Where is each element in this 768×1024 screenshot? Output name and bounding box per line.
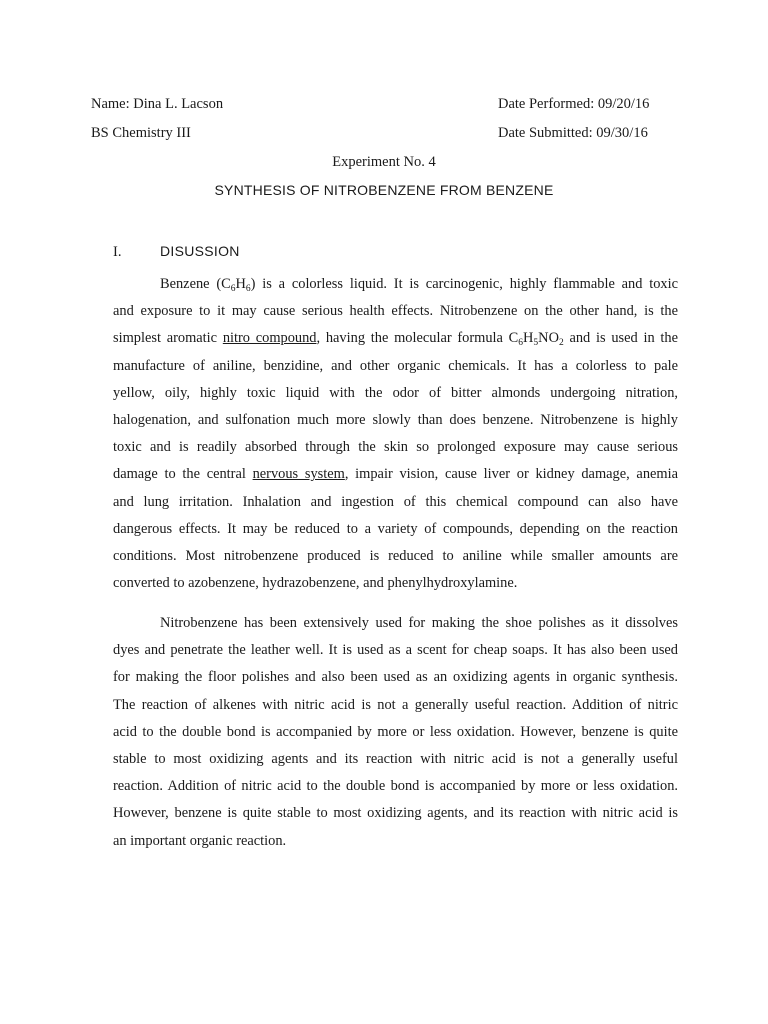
paragraph-line: The reaction of alkenes with nitric acid is not a generally useful reaction. Addition of nitric	[113, 696, 678, 713]
nervous-system-link[interactable]: nervous system	[252, 466, 345, 483]
section-heading	[113, 242, 240, 261]
section-number: I.	[113, 244, 122, 260]
paragraph-line: acid to the double bond is accompanied by more or less oxidation. However, benzene is quite	[113, 723, 678, 740]
paragraph-line: Benzene $(C_6H_6)$ is a colorless liquid. It is carcinogenic, highly flammable and toxic	[160, 276, 679, 294]
paragraph-line: conditions. Most nitrobenzene produced is reduced to aniline while smaller amounts are	[113, 548, 678, 565]
date-submitted: Date Submitted: 09/30/16	[498, 125, 648, 141]
paragraph-line: an important organic reaction.	[113, 832, 287, 849]
paragraph-line: dangerous effects. It may be reduced to a variety of compounds, depending on the reaction	[113, 520, 678, 537]
paragraph-line: for making the floor polishes and also been used as an oxidizing agents in organic synthesis.	[113, 669, 678, 686]
student-name: Name: Dina L. Lacson	[91, 96, 224, 112]
paragraph-line: simplest aromatic nitro compound, having the molecular formula $C_6H_5NO_2$ and is used in the	[113, 330, 678, 349]
paragraph-line: toxic and is readily absorbed through the skin so prolonged exposure may cause serious	[113, 439, 678, 456]
nitro-compound-link[interactable]: nitro compound	[222, 330, 317, 347]
paragraph-line: However, benzene is quite stable to most oxidizing agents, and its reaction with nitric acid is	[113, 805, 678, 822]
paragraph-line: stable to most oxidizing agents and its reaction with nitric acid is not a generally useful	[113, 751, 678, 768]
course: BS Chemistry III	[91, 125, 191, 141]
paragraph-line: damage to the central nervous system, impair vision, cause liver or kidney damage, anemia	[113, 466, 678, 483]
paragraph-line: Nitrobenzene has been extensively used for making the shoe polishes as it dissolves	[160, 615, 678, 631]
section-title: DISUSSION	[160, 243, 240, 259]
date-performed: Date Performed: 09/20/16	[498, 96, 650, 112]
paragraph-2	[113, 610, 678, 855]
paragraph-line: manufacture of aniline, benzidine, and other organic chemicals. It has a colorless to pale	[113, 357, 678, 374]
experiment-number: Experiment No. 4	[332, 154, 436, 170]
paragraph-1	[113, 271, 678, 597]
paragraph-line: converted to azobenzene, hydrazobenzene, and phenylhydroxylamine.	[113, 575, 518, 592]
paragraph-line: reaction. Addition of nitric acid to the double bond is accompanied by more or less oxidation.	[113, 778, 678, 795]
paragraph-line: and exposure to it may cause serious health effects. Nitrobenzene on the other hand, is the	[113, 303, 678, 320]
paragraph-line: and lung irritation. Inhalation and ingestion of this chemical compound can also have	[113, 493, 678, 510]
document-title: SYNTHESIS OF NITROBENZENE FROM BENZENE	[214, 182, 554, 198]
paragraph-line: dyes and penetrate the leather well. It is used as a scent for cheap soaps. It has also been used	[113, 642, 678, 659]
paragraph-line: halogenation, and sulfonation much more slowly than does benzene. Nitrobenzene is highly	[113, 412, 678, 429]
paragraph-line: yellow, oily, highly toxic liquid with the odor of bitter almonds undergoing nitration,	[113, 384, 678, 401]
